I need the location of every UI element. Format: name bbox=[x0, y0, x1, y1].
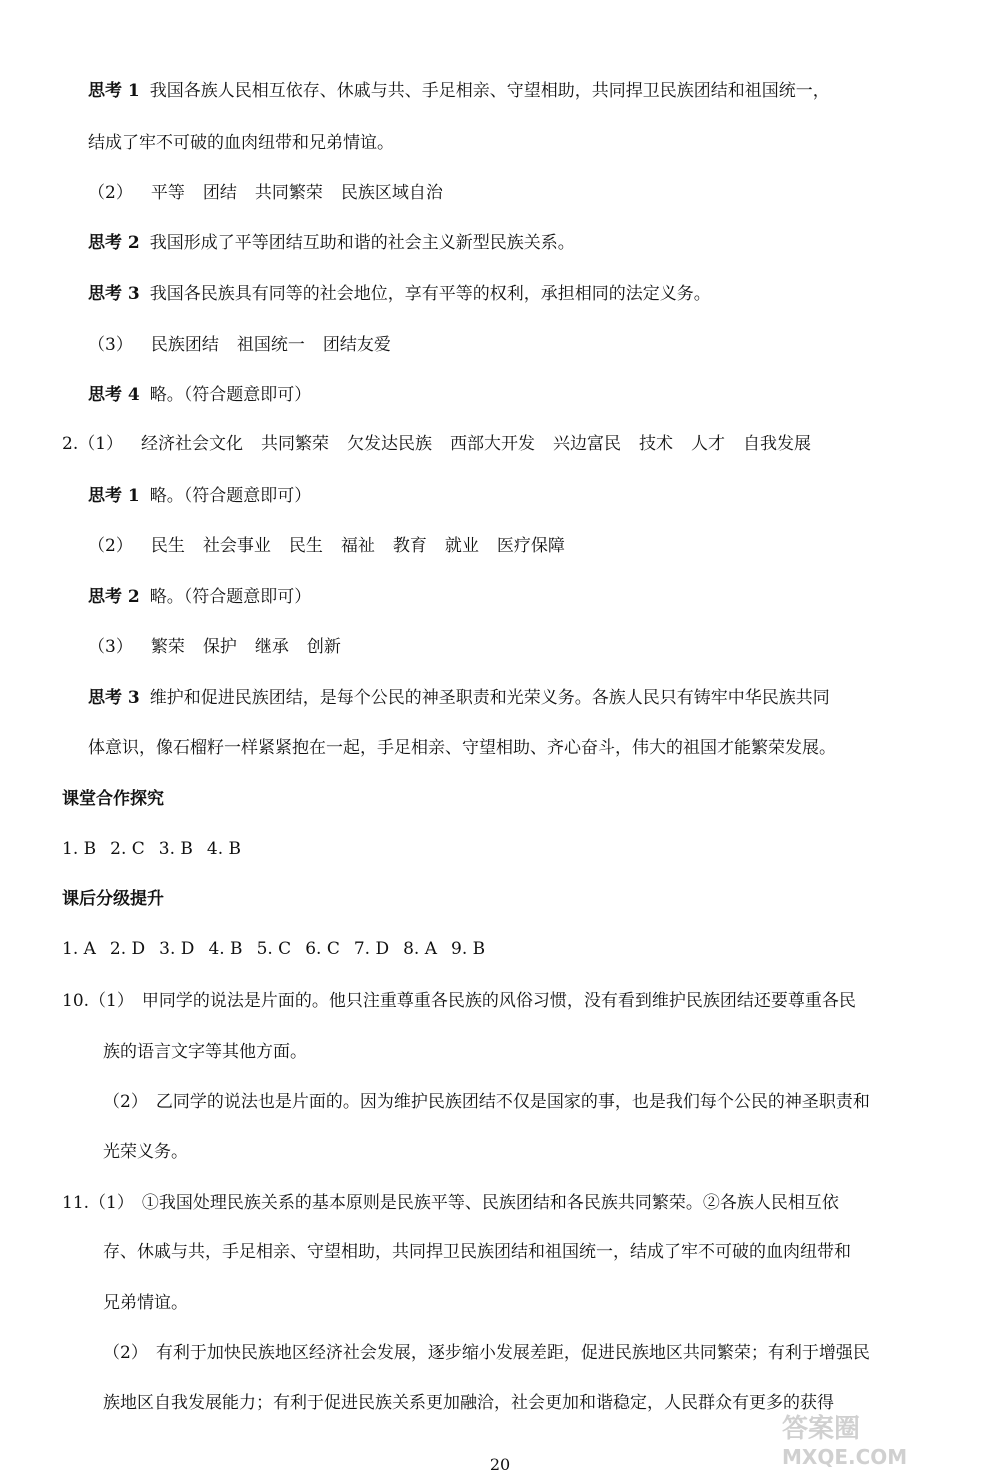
item-number: 11.（1） bbox=[62, 1193, 134, 1213]
fill-answer-line bbox=[88, 538, 583, 555]
answer-item: 共同繁荣 bbox=[261, 434, 330, 454]
answer-item: 欠发达民族 bbox=[347, 434, 433, 454]
think-label: 思考 2 bbox=[88, 587, 140, 607]
choice-answer: 7. D bbox=[353, 939, 390, 959]
text-line: 兄弟情谊。 bbox=[103, 1293, 188, 1313]
answer-item: 经济社会文化 bbox=[141, 434, 244, 454]
answer-item: 团结友爱 bbox=[322, 335, 391, 355]
fill-answer-line bbox=[88, 337, 409, 354]
watermark-title: 答案圈 bbox=[782, 1414, 861, 1444]
answer-item: 福祉 bbox=[340, 536, 375, 556]
think-text: 我国各族人民相互依存、休戚与共、手足相亲、守望相助，共同捍卫民族团结和祖国统一， bbox=[149, 81, 830, 101]
answer-item: 创新 bbox=[306, 637, 341, 657]
text-line: 族的语言文字等其他方面。 bbox=[103, 1042, 307, 1062]
item-number: （3） bbox=[88, 637, 133, 657]
think-text: 我国形成了平等团结互助和谐的社会主义新型民族关系。 bbox=[149, 233, 575, 253]
item-number: 10.（1） bbox=[62, 991, 134, 1011]
text-line: 族地区自我发展能力；有利于促进民族关系更加融洽，社会更加和谐稳定，人民群众有更多的获得 bbox=[103, 1393, 834, 1413]
think-text: 略。（符合题意即可） bbox=[149, 587, 312, 607]
question-10-part-1 bbox=[62, 993, 856, 1010]
item-number: （2） bbox=[103, 1092, 148, 1112]
answer-item: 民生 bbox=[150, 536, 185, 556]
think-text: 略。（符合题意即可） bbox=[149, 385, 312, 405]
answer-text: 甲同学的说法是片面的。他只注重尊重各民族的风俗习惯，没有看到维护民族团结还要尊重各民 bbox=[141, 991, 856, 1011]
choice-answer: 1. B bbox=[62, 839, 97, 859]
think-label: 思考 3 bbox=[88, 284, 140, 304]
answer-text: ①我国处理民族关系的基本原则是民族平等、民族团结和各民族共同繁荣。②各族人民相互依 bbox=[141, 1193, 839, 1213]
answer-item: 团结 bbox=[202, 183, 237, 203]
fill-answer-line bbox=[88, 639, 359, 656]
think-text: 我国各民族具有同等的社会地位，享有平等的权利，承担相同的法定义务。 bbox=[149, 284, 711, 304]
answer-item: 民生 bbox=[288, 536, 323, 556]
answer-item: 技术 bbox=[639, 434, 674, 454]
fill-answer-line bbox=[62, 436, 829, 453]
choice-answer: 3. D bbox=[159, 939, 195, 959]
think-label: 思考 1 bbox=[88, 81, 140, 101]
question-11-part-1 bbox=[62, 1195, 839, 1212]
choice-answer: 8. A bbox=[403, 939, 438, 959]
answer-item: 就业 bbox=[444, 536, 479, 556]
answer-text: 乙同学的说法也是片面的。因为维护民族团结不仅是国家的事，也是我们每个公民的神圣职责和 bbox=[155, 1092, 870, 1112]
answer-item: 繁荣 bbox=[150, 637, 185, 657]
answer-item: 医疗保障 bbox=[496, 536, 565, 556]
think-4-line bbox=[88, 387, 311, 404]
section-heading: 课堂合作探究 bbox=[62, 789, 164, 809]
answer-text: 有利于加快民族地区经济社会发展，逐步缩小发展差距，促进民族地区共同繁荣；有利于增强民 bbox=[155, 1343, 870, 1363]
think-1-line bbox=[88, 83, 830, 100]
text-line: 光荣义务。 bbox=[103, 1142, 188, 1162]
think-label: 思考 4 bbox=[88, 385, 140, 405]
text-line: 存、休戚与共，手足相亲、守望相助，共同捍卫民族团结和祖国统一，结成了牢不可破的血肉纽带和 bbox=[103, 1242, 851, 1262]
think-2-line bbox=[88, 589, 311, 606]
question-11-part-2 bbox=[103, 1345, 870, 1362]
think-3-line bbox=[88, 286, 711, 303]
item-number: （2） bbox=[88, 183, 133, 203]
choice-answer: 4. B bbox=[206, 839, 242, 859]
choice-answer: 5. C bbox=[256, 939, 292, 959]
answer-item: 教育 bbox=[392, 536, 427, 556]
choice-answers bbox=[62, 941, 499, 958]
answer-item: 民族区域自治 bbox=[340, 183, 443, 203]
think-2-line bbox=[88, 235, 575, 252]
answer-item: 平等 bbox=[150, 183, 185, 203]
choice-answers bbox=[62, 841, 255, 858]
watermark-logo bbox=[782, 1408, 982, 1470]
answer-item: 共同繁荣 bbox=[254, 183, 323, 203]
watermark-url: MXQE.COM bbox=[782, 1445, 908, 1469]
page-number: 20 bbox=[489, 1455, 511, 1474]
choice-answer: 6. C bbox=[305, 939, 340, 959]
choice-answer: 3. B bbox=[158, 839, 193, 859]
section-heading: 课后分级提升 bbox=[62, 889, 164, 909]
think-3-line bbox=[88, 690, 830, 707]
choice-answer: 4. B bbox=[208, 939, 243, 959]
answer-item: 人才 bbox=[691, 434, 726, 454]
item-number: （2） bbox=[88, 536, 133, 556]
answer-item: 自我发展 bbox=[743, 434, 812, 454]
think-label: 思考 1 bbox=[88, 486, 140, 506]
think-1-line bbox=[88, 488, 311, 505]
item-number: 2.（1） bbox=[62, 434, 124, 454]
think-text: 维护和促进民族团结，是每个公民的神圣职责和光荣义务。各族人民只有铸牢中华民族共同 bbox=[149, 688, 830, 708]
question-10-part-2 bbox=[103, 1094, 870, 1111]
choice-answer: 2. C bbox=[110, 839, 145, 859]
answer-item: 社会事业 bbox=[202, 536, 271, 556]
answer-item: 西部大开发 bbox=[450, 434, 536, 454]
choice-answer: 9. B bbox=[451, 939, 486, 959]
text-line: 结成了牢不可破的血肉纽带和兄弟情谊。 bbox=[88, 133, 394, 153]
answer-item: 祖国统一 bbox=[236, 335, 305, 355]
answer-item: 民族团结 bbox=[150, 335, 219, 355]
think-label: 思考 3 bbox=[88, 688, 140, 708]
text-line: 体意识，像石榴籽一样紧紧抱在一起，手足相亲、守望相助、齐心奋斗，伟大的祖国才能繁荣发展。 bbox=[88, 738, 836, 758]
answer-item: 兴边富民 bbox=[553, 434, 622, 454]
answer-item: 保护 bbox=[202, 637, 237, 657]
item-number: （3） bbox=[88, 335, 133, 355]
fill-answer-line bbox=[88, 185, 461, 202]
answer-item: 继承 bbox=[254, 637, 289, 657]
choice-answer: 1. A bbox=[62, 939, 96, 959]
think-text: 略。（符合题意即可） bbox=[149, 486, 312, 506]
item-number: （2） bbox=[103, 1343, 148, 1363]
think-label: 思考 2 bbox=[88, 233, 140, 253]
choice-answer: 2. D bbox=[109, 939, 146, 959]
